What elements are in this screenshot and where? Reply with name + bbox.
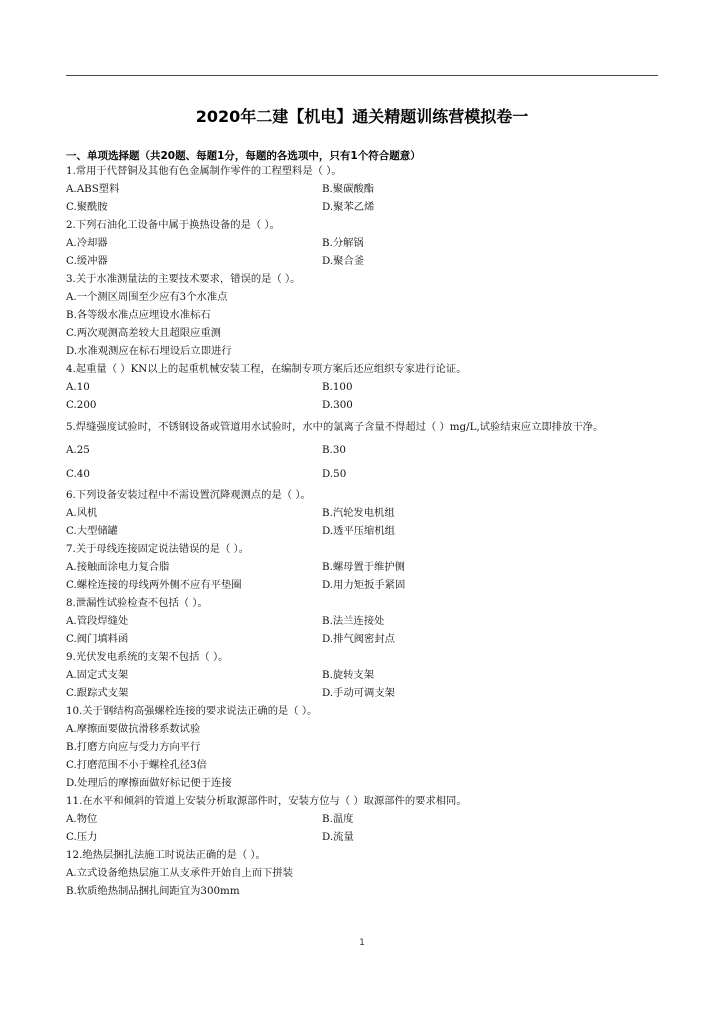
option: D.50 [322, 468, 347, 480]
option: C.螺栓连接的母线两外侧不应有平垫圈 [66, 579, 242, 591]
option: B.汽轮发电机组 [322, 507, 395, 519]
option-row [66, 198, 666, 216]
question-stem: 9.光伏发电系统的支架不包括（ ）。 [66, 651, 229, 663]
option-row [66, 180, 666, 198]
option-row [66, 462, 666, 486]
question-stem: 2.下列石油化工设备中属于换热设备的是（ ）。 [66, 219, 280, 231]
option-row [66, 396, 666, 414]
option: A.物位 [66, 813, 98, 825]
option: D.聚合釜 [322, 255, 365, 267]
option: A.10 [66, 381, 90, 393]
option-row [66, 522, 666, 540]
option: C.200 [66, 399, 97, 411]
option: B.螺母置于维护侧 [322, 561, 405, 573]
question-stem: 12.绝热层捆扎法施工时说法正确的是（ ）。 [66, 849, 266, 861]
question-stem: 6.下列设备安装过程中不需设置沉降观测点的是（ ）。 [66, 489, 311, 501]
question-stem: 11.在水平和倾斜的管道上安装分析取源部件时，安装方位与（ ）取源部件的要求相同。 [66, 795, 467, 807]
option-row [66, 438, 666, 462]
option: B.打磨方向应与受力方向平行 [66, 741, 201, 753]
header-rule [66, 75, 658, 76]
option: A.ABS塑料 [66, 183, 120, 195]
option: D.聚苯乙烯 [322, 201, 375, 213]
option: D.流量 [322, 831, 354, 843]
option: B.软质绝热制品捆扎间距宜为300mm [66, 885, 240, 897]
option-row [66, 810, 666, 828]
option: B.温度 [322, 813, 354, 825]
question-stem: 7.关于母线连接固定说法错误的是（ ）。 [66, 543, 249, 555]
option: A.摩擦面要做抗滑移系数试验 [66, 723, 201, 735]
option: D.处理后的摩擦面做好标记便于连接 [66, 777, 232, 789]
page-number: 1 [359, 938, 365, 948]
option: A.25 [66, 444, 90, 456]
option: B.旋转支架 [322, 669, 375, 681]
option: A.立式设备绝热层施工从支承件开始自上而下拼装 [66, 867, 293, 879]
question-stem: 4.起重量（ ）KN以上的起重机械安装工程，在编制专项方案后还应组织专家进行论证。 [66, 363, 467, 375]
option-row [66, 666, 666, 684]
question-list [66, 162, 666, 900]
option-row [66, 630, 666, 648]
option: C.压力 [66, 831, 98, 843]
option: C.阀门填料函 [66, 633, 129, 645]
section-heading: 一、单项选择题（共20题、每题1分，每题的各选项中，只有1个符合题意） [66, 150, 421, 162]
question-stem: 5.焊缝强度试验时，不锈钢设备或管道用水试验时，水中的氯离子含量不得超过（ ）mg/L,试验结束应立即排放干净。 [66, 421, 604, 433]
option-row [66, 576, 666, 594]
option: B.各等级水准点应埋设水准标石 [66, 309, 211, 321]
option: A.接触面涂电力复合脂 [66, 561, 170, 573]
option: A.一个测区周围至少应有3个水准点 [66, 291, 228, 303]
option: C.大型储罐 [66, 525, 118, 537]
option: A.风机 [66, 507, 98, 519]
option: B.法兰连接处 [322, 615, 385, 627]
option-row [66, 252, 666, 270]
option: D.300 [322, 399, 353, 411]
option-row [66, 234, 666, 252]
option: A.冷却器 [66, 237, 108, 249]
option: B.30 [322, 444, 346, 456]
option: C.缓冲器 [66, 255, 108, 267]
option: C.两次观测高差较大且超限应重测 [66, 327, 221, 339]
option: D.排气阀密封点 [322, 633, 395, 645]
question-stem: 3.关于水准测量法的主要技术要求，错误的是（ ）。 [66, 273, 301, 285]
document-title: 2020年二建【机电】通关精题训练营模拟卷一 [195, 107, 529, 126]
option-row [66, 378, 666, 396]
question-stem: 8.泄漏性试验检查不包括（ ）。 [66, 597, 208, 609]
option-row [66, 684, 666, 702]
option-row [66, 828, 666, 846]
option: C.打磨范围不小于螺栓孔径3倍 [66, 759, 207, 771]
question-stem: 1.常用于代替铜及其他有色金属制作零件的工程塑料是（ ）。 [66, 165, 342, 177]
option: B.分解锅 [322, 237, 364, 249]
option: D.用力矩扳手紧固 [322, 579, 406, 591]
option: D.透平压缩机组 [322, 525, 395, 537]
option: D.水准观测应在标石埋设后立即进行 [66, 345, 232, 357]
option-row [66, 558, 666, 576]
option-row [66, 612, 666, 630]
option: D.手动可调支架 [322, 687, 395, 699]
option: C.40 [66, 468, 90, 480]
option: C.聚酰胺 [66, 201, 108, 213]
option: B.100 [322, 381, 353, 393]
question-stem: 10.关于钢结构高强螺栓连接的要求说法正确的是（ ）。 [66, 705, 318, 717]
option: A.固定式支架 [66, 669, 129, 681]
option: A.管段焊缝处 [66, 615, 129, 627]
option: B.聚碳酸酯 [322, 183, 375, 195]
option-row [66, 504, 666, 522]
option: C.跟踪式支架 [66, 687, 129, 699]
